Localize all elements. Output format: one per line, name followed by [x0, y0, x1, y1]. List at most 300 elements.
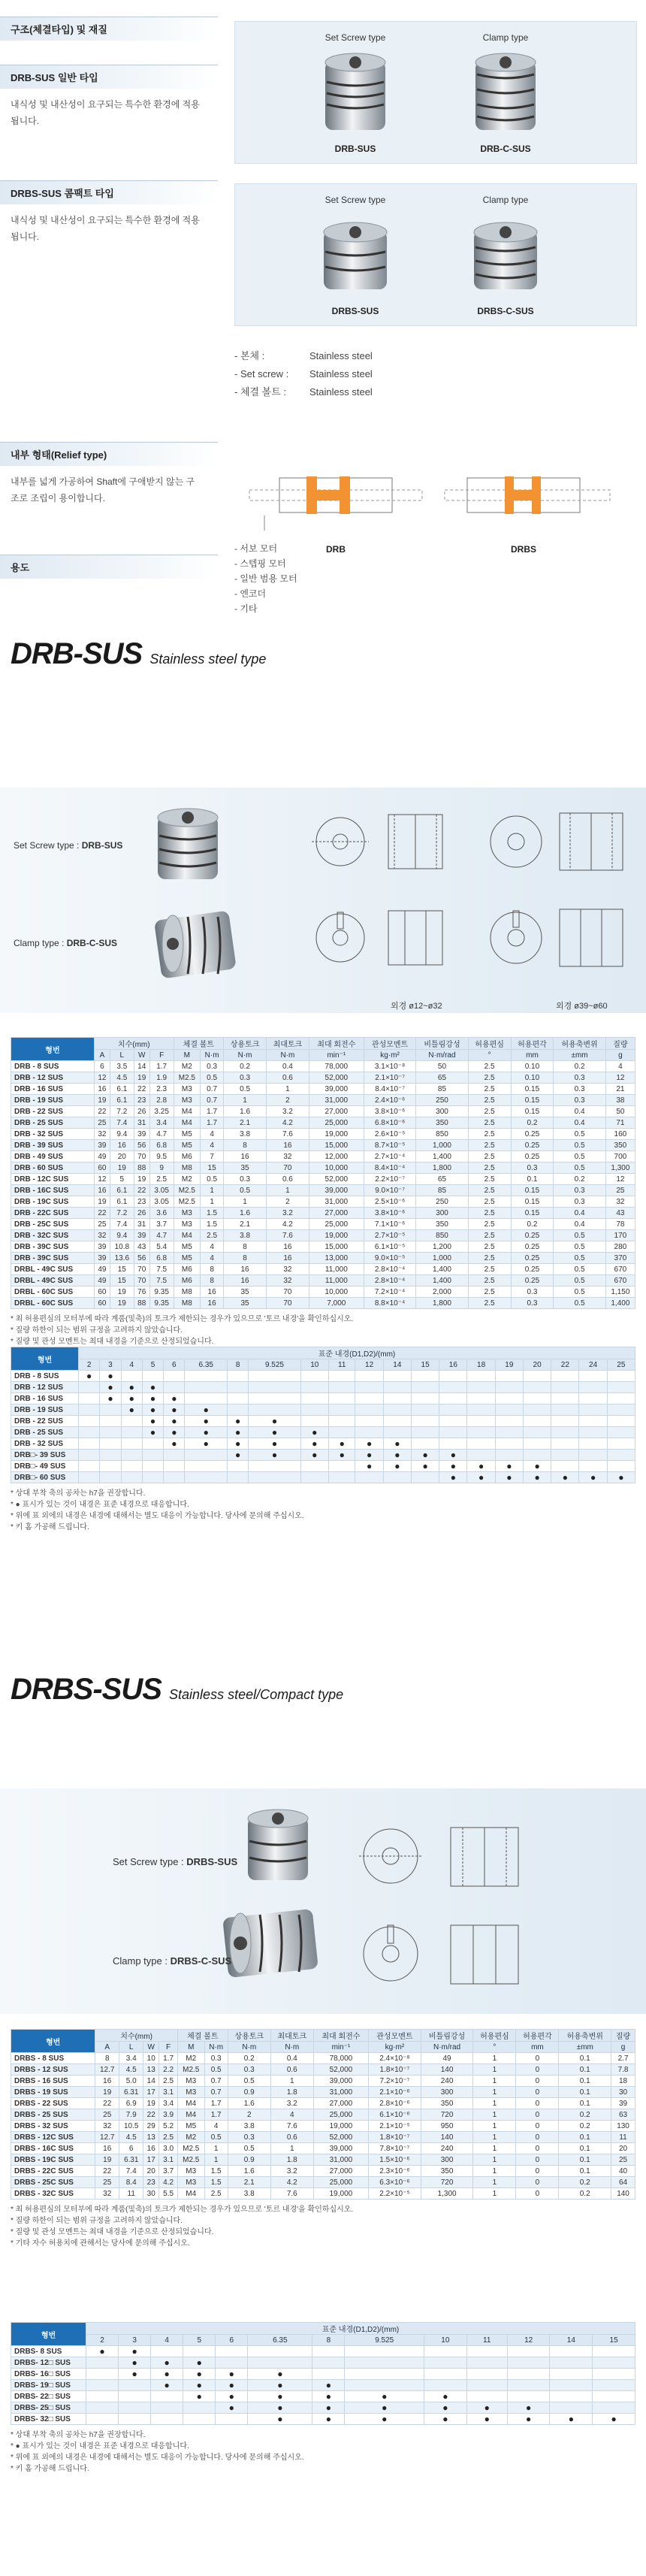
- spec-cell: 7.2×10⁻⁷: [369, 2076, 421, 2087]
- drbs-bore-table: [11, 2322, 635, 2425]
- bore-empty: [579, 1371, 607, 1382]
- bore-dot: ●: [185, 1404, 228, 1416]
- spec-cell: 22: [95, 2098, 119, 2109]
- structure-title: 구조(체결타입) 및 재질: [11, 24, 107, 35]
- col-max: 최대토크: [270, 2030, 313, 2042]
- model-cell: DRBS - 25 SUS: [11, 2109, 95, 2121]
- bore-empty: [607, 1404, 635, 1416]
- spec-cell: 4.2: [159, 2177, 178, 2188]
- bore-empty: [579, 1404, 607, 1416]
- bore-dot: ●: [185, 1416, 228, 1427]
- spec-cell: 12: [94, 1174, 110, 1185]
- model-cell: DRB - 39C SUS: [11, 1253, 95, 1264]
- spec-cell: M5: [177, 2121, 204, 2132]
- bore-col-header: 12: [507, 2335, 550, 2346]
- table-row: [11, 2177, 635, 2188]
- spec-cell: 1,000: [416, 1253, 468, 1264]
- spec-cell: 1: [473, 2087, 516, 2098]
- bore-dot: ●: [424, 2402, 467, 2414]
- bore-dot: ●: [495, 1472, 523, 1483]
- bore-empty: [151, 2414, 183, 2425]
- spec-cell: 0: [516, 2188, 559, 2200]
- spec-cell: 7.4: [110, 1117, 134, 1129]
- spec-cell: 0: [516, 2076, 559, 2087]
- bore-col-header: 11: [466, 2335, 507, 2346]
- spec-cell: 0: [516, 2064, 559, 2076]
- bore-col-header: 6.35: [185, 1359, 228, 1371]
- note-line: * 키 홈 가공해 드립니다.: [11, 1523, 89, 1531]
- bore-empty: [424, 2357, 467, 2369]
- spec-cell: 1: [204, 2154, 228, 2166]
- spec-cell: 160: [605, 1129, 635, 1140]
- spec-cell: 0.5: [204, 2132, 228, 2143]
- spec-cell: 10,000: [309, 1286, 364, 1298]
- spec-cell: 2.4×10⁻⁶: [364, 1095, 415, 1106]
- spec-cell: 27,000: [309, 1106, 364, 1117]
- bore-empty: [328, 1382, 355, 1393]
- bore-dot: ●: [439, 1461, 467, 1472]
- spec-cell: 27,000: [313, 2166, 368, 2177]
- bore-empty: [121, 1461, 142, 1472]
- spec-cell: 16: [266, 1140, 309, 1151]
- spec-cell: 0.2: [559, 2177, 611, 2188]
- spec-cell: 2.3×10⁻⁶: [369, 2166, 421, 2177]
- bore-col-header: 20: [523, 1359, 551, 1371]
- spec-cell: 3.25: [149, 1106, 174, 1117]
- spec-cell: 31,000: [313, 2087, 368, 2098]
- spec-cell: 7,000: [309, 1298, 364, 1309]
- bore-dot: ●: [466, 2402, 507, 2414]
- spec-cell: 25: [611, 2154, 635, 2166]
- spec-cell: 850: [416, 1230, 468, 1241]
- bore-dot: ●: [439, 1472, 467, 1483]
- spec-cell: 16: [95, 2076, 119, 2087]
- spec-cell: 2.1: [224, 1219, 267, 1230]
- spec-cell: 2.5: [468, 1151, 511, 1163]
- material-row-bolt: - 체결 볼트 : Stainless steel: [234, 386, 373, 398]
- spec-cell: 20: [110, 1151, 134, 1163]
- drb-section-title: [11, 637, 266, 671]
- table-row: [11, 1393, 635, 1404]
- spec-cell: 0.25: [511, 1230, 554, 1241]
- bore-empty: [328, 1416, 355, 1427]
- spec-cell: 350: [421, 2166, 473, 2177]
- spec-cell: 3.0: [159, 2143, 178, 2154]
- table-row: [11, 2166, 635, 2177]
- spec-cell: 0.25: [511, 1253, 554, 1264]
- bore-empty: [248, 2346, 312, 2357]
- spec-cell: 7.9: [119, 2109, 143, 2121]
- spec-cell: 8: [201, 1264, 224, 1275]
- bore-empty: [185, 1450, 228, 1461]
- model-cell: DRB - 32 SUS: [11, 1129, 95, 1140]
- bore-title: 표준 내경(D1,D2)/(mm): [86, 2323, 635, 2335]
- spec-cell: 0.5: [554, 1129, 605, 1140]
- note-line: * 위에 표 외에의 내경은 내경에 대해서는 별도 대응이 가능합니다. 당사에 문의해 주십시오.: [11, 2454, 304, 2462]
- bore-empty: [142, 1472, 163, 1483]
- bore-col-header: 9.525: [345, 2335, 424, 2346]
- bore-empty: [439, 1438, 467, 1450]
- table-row: [11, 1286, 635, 1298]
- spec-cell: M2.5: [174, 1072, 200, 1084]
- table-row: [11, 2414, 635, 2425]
- spec-cell: 6.31: [119, 2087, 143, 2098]
- bore-dot: ●: [86, 2346, 119, 2357]
- spec-cell: 9.35: [149, 1298, 174, 1309]
- bore-dot: ●: [495, 1461, 523, 1472]
- spec-cell: 1: [473, 2188, 516, 2200]
- bore-empty: [345, 2380, 424, 2391]
- bore-empty: [495, 1404, 523, 1416]
- spec-cell: 0.1: [559, 2087, 611, 2098]
- bore-empty: [355, 1472, 383, 1483]
- bore-col-header: 19: [495, 1359, 523, 1371]
- bore-empty: [439, 1416, 467, 1427]
- spec-cell: 38: [605, 1095, 635, 1106]
- bore-empty: [300, 1382, 328, 1393]
- spec-cell: 2.5: [468, 1185, 511, 1196]
- bore-empty: [593, 2369, 635, 2380]
- relief-drb-name: DRB: [326, 544, 346, 555]
- spec-cell: 1.8: [270, 2154, 313, 2166]
- bore-empty: [119, 2414, 151, 2425]
- spec-cell: 2.5: [468, 1275, 511, 1286]
- table-row: [11, 2076, 635, 2087]
- bore-empty: [142, 1450, 163, 1461]
- spec-cell: 19: [110, 1286, 134, 1298]
- bore-empty: [151, 2346, 183, 2357]
- bore-col-header: 5: [183, 2335, 216, 2346]
- spec-cell: 2.1: [224, 1117, 267, 1129]
- bore-dot: ●: [151, 2369, 183, 2380]
- table-row: [11, 2154, 635, 2166]
- spec-cell: M6: [174, 1264, 200, 1275]
- spec-cell: 7.5: [149, 1275, 174, 1286]
- bore-empty: [249, 1382, 300, 1393]
- spec-cell: 3.9: [159, 2109, 178, 2121]
- bore-empty: [100, 1416, 121, 1427]
- spec-cell: 1,000: [416, 1140, 468, 1151]
- spec-cell: M3: [174, 1095, 200, 1106]
- bore-empty: [467, 1416, 495, 1427]
- bore-dot: ●: [383, 1450, 411, 1461]
- spec-cell: 2.2×10⁻⁷: [364, 1174, 415, 1185]
- bore-empty: [300, 1416, 328, 1427]
- bore-dot: ●: [164, 1393, 185, 1404]
- table-row: [11, 2402, 635, 2414]
- spec-cell: 7.2: [110, 1208, 134, 1219]
- spec-cell: 1: [224, 1196, 267, 1208]
- spec-cell: 2.5: [468, 1140, 511, 1151]
- spec-cell: M3: [174, 1084, 200, 1095]
- spec-cell: 950: [421, 2121, 473, 2132]
- spec-cell: 39: [611, 2098, 635, 2109]
- table-row: [11, 1072, 635, 1084]
- spec-cell: 7.6: [270, 2121, 313, 2132]
- bore-empty: [249, 1472, 300, 1483]
- table-row: [11, 2087, 635, 2098]
- spec-cell: M6: [174, 1151, 200, 1163]
- spec-cell: 35: [224, 1298, 267, 1309]
- spec-cell: 25,000: [309, 1219, 364, 1230]
- spec-cell: 19: [134, 1072, 149, 1084]
- table-row: [11, 1253, 635, 1264]
- spec-cell: 250: [416, 1196, 468, 1208]
- bore-empty: [507, 2380, 550, 2391]
- spec-cell: 4: [201, 1140, 224, 1151]
- bore-empty: [142, 1371, 163, 1382]
- bore-empty: [411, 1382, 439, 1393]
- spec-cell: 19,000: [309, 1230, 364, 1241]
- bore-empty: [228, 1382, 249, 1393]
- table-row: [11, 1404, 635, 1416]
- model-cell: DRB - 22 SUS: [11, 1416, 79, 1427]
- spec-cell: 2.5: [468, 1072, 511, 1084]
- bore-empty: [523, 1427, 551, 1438]
- bore-empty: [439, 1393, 467, 1404]
- spec-cell: M8: [174, 1286, 200, 1298]
- spec-cell: M2: [177, 2132, 204, 2143]
- bore-empty: [439, 1382, 467, 1393]
- table-row: [11, 2369, 635, 2380]
- spec-cell: 13,000: [309, 1253, 364, 1264]
- spec-cell: 4: [605, 1061, 635, 1072]
- bore-dot: ●: [467, 1461, 495, 1472]
- bore-empty: [100, 1472, 121, 1483]
- bore-empty: [550, 2357, 593, 2369]
- table-row: [11, 2053, 635, 2064]
- spec-cell: 39: [94, 1253, 110, 1264]
- drb-title-main: DRB-SUS: [11, 637, 143, 670]
- drb-dimension-drawing: [304, 803, 642, 998]
- bore-empty: [119, 2380, 151, 2391]
- spec-cell: M4: [174, 1106, 200, 1117]
- spec-cell: 3.2: [270, 2098, 313, 2109]
- spec-cell: 0: [516, 2121, 559, 2132]
- spec-cell: 16: [201, 1298, 224, 1309]
- spec-cell: 50: [605, 1106, 635, 1117]
- spec-cell: 25,000: [309, 1117, 364, 1129]
- spec-cell: 0.1: [559, 2064, 611, 2076]
- model-cell: DRB - 16 SUS: [11, 1393, 79, 1404]
- bore-empty: [466, 2380, 507, 2391]
- spec-cell: 21: [605, 1084, 635, 1095]
- bore-col-header: 4: [151, 2335, 183, 2346]
- bore-empty: [100, 1450, 121, 1461]
- spec-cell: 1,200: [416, 1241, 468, 1253]
- spec-cell: 2.5: [468, 1129, 511, 1140]
- spec-cell: 1.6: [224, 1106, 267, 1117]
- spec-cell: 1,400: [416, 1275, 468, 1286]
- bore-col-header: 6: [216, 2335, 248, 2346]
- bore-col-header: 9.525: [249, 1359, 300, 1371]
- spec-cell: 32: [266, 1151, 309, 1163]
- spec-cell: 7.1×10⁻⁶: [364, 1219, 415, 1230]
- spec-cell: 2.5: [201, 1230, 224, 1241]
- model-cell: DRB□- 49 SUS: [11, 1461, 79, 1472]
- spec-cell: M8: [174, 1298, 200, 1309]
- model-cell: DRB - 19 SUS: [11, 1404, 79, 1416]
- spec-cell: 0.1: [511, 1174, 554, 1185]
- spec-cell: 19: [94, 1095, 110, 1106]
- spec-cell: 1.8×10⁻⁷: [369, 2132, 421, 2143]
- spec-cell: M3: [177, 2166, 204, 2177]
- spec-cell: 0.4: [554, 1117, 605, 1129]
- bore-dot: ●: [100, 1371, 121, 1382]
- spec-cell: 11,000: [309, 1264, 364, 1275]
- spec-cell: 11: [119, 2188, 143, 2200]
- spec-cell: 39: [134, 1129, 149, 1140]
- drbs-sus-name: DRBS-SUS: [331, 306, 379, 316]
- table-row: [11, 1196, 635, 1208]
- table-row: [11, 2357, 635, 2369]
- spec-cell: 0.25: [511, 1241, 554, 1253]
- note-line: * ● 표시가 있는 것이 내경은 표준 내경으로 대응합니다.: [11, 2442, 189, 2451]
- bore-empty: [355, 1393, 383, 1404]
- bore-col-header: 24: [579, 1359, 607, 1371]
- spec-cell: 12: [605, 1174, 635, 1185]
- bore-empty: [300, 1472, 328, 1483]
- col-model: 형번: [11, 2030, 95, 2053]
- bore-dot: ●: [142, 1404, 163, 1416]
- bore-dot: ●: [79, 1371, 100, 1382]
- spec-cell: 0.15: [511, 1196, 554, 1208]
- bore-empty: [523, 1382, 551, 1393]
- note-line: * 상대 부착 축의 공차는 h7을 권장합니다.: [11, 1489, 146, 1498]
- spec-cell: 3.8: [228, 2188, 270, 2200]
- note-line: * 질량 및 관성 모멘트는 최대 내경을 기준으로 산정되었습니다.: [11, 1338, 214, 1346]
- bore-empty: [523, 1371, 551, 1382]
- table-row: [11, 1151, 635, 1163]
- spec-cell: 2.1×10⁻⁷: [364, 1072, 415, 1084]
- drbs-dimension-drawing: [353, 1811, 638, 1999]
- col-stiff: 비틀림강성: [421, 2030, 473, 2042]
- bore-empty: [523, 1450, 551, 1461]
- drb-sus-name: DRB-SUS: [334, 144, 376, 154]
- spec-cell: 6: [94, 1061, 110, 1072]
- spec-cell: 16: [143, 2143, 159, 2154]
- spec-cell: 6.1: [110, 1196, 134, 1208]
- model-cell: DRB - 12 SUS: [11, 1072, 95, 1084]
- bore-dot: ●: [355, 1450, 383, 1461]
- drbs-title-sub: Stainless steel/Compact type: [169, 1687, 344, 1702]
- spec-cell: M4: [177, 2098, 204, 2109]
- spec-cell: 280: [605, 1241, 635, 1253]
- spec-cell: 70: [134, 1151, 149, 1163]
- spec-cell: 76: [134, 1286, 149, 1298]
- bore-empty: [86, 2369, 119, 2380]
- bore-dot: ●: [411, 1450, 439, 1461]
- spec-cell: M5: [174, 1140, 200, 1151]
- spec-cell: 0.6: [270, 2064, 313, 2076]
- bore-empty: [151, 2391, 183, 2402]
- spec-cell: 39,000: [313, 2143, 368, 2154]
- bore-dot: ●: [248, 2369, 312, 2380]
- spec-cell: 13.6: [110, 1253, 134, 1264]
- bore-empty: [328, 1371, 355, 1382]
- spec-cell: 22: [143, 2109, 159, 2121]
- spec-cell: 12,000: [309, 1151, 364, 1163]
- spec-cell: M3: [174, 1208, 200, 1219]
- spec-cell: 0.5: [554, 1241, 605, 1253]
- bore-empty: [551, 1382, 579, 1393]
- spec-cell: 1.8×10⁻⁷: [369, 2064, 421, 2076]
- model-cell: DRBS - 25C SUS: [11, 2177, 95, 2188]
- bore-col-header: 6.35: [248, 2335, 312, 2346]
- bore-empty: [79, 1461, 100, 1472]
- spec-cell: 140: [611, 2188, 635, 2200]
- spec-cell: 7.4: [119, 2166, 143, 2177]
- spec-cell: M5: [174, 1129, 200, 1140]
- bore-empty: [345, 2369, 424, 2380]
- spec-cell: 49: [94, 1264, 110, 1275]
- model-cell: DRBS - 12C SUS: [11, 2132, 95, 2143]
- bore-col-header: 2: [86, 2335, 119, 2346]
- bore-dot: ●: [550, 2414, 593, 2425]
- spec-cell: 16: [95, 2143, 119, 2154]
- bore-dot: ●: [151, 2357, 183, 2369]
- spec-cell: 10: [143, 2053, 159, 2064]
- drbs-compact-title: DRBS-SUS 콤팩트 타입: [11, 188, 114, 199]
- spec-cell: 71: [605, 1117, 635, 1129]
- spec-cell: 0.25: [511, 1129, 554, 1140]
- spec-cell: 43: [134, 1241, 149, 1253]
- drbs-bore-table-wrap: [11, 2322, 635, 2475]
- spec-cell: 1.7: [201, 1106, 224, 1117]
- spec-cell: 2.5: [468, 1208, 511, 1219]
- material-list: [234, 347, 535, 401]
- bore-empty: [216, 2414, 248, 2425]
- bore-dot: ●: [507, 2414, 550, 2425]
- bore-dot: ●: [248, 2391, 312, 2402]
- drbs-spec-notes: [11, 2204, 635, 2249]
- bore-empty: [79, 1472, 100, 1483]
- bore-empty: [142, 1461, 163, 1472]
- drb-spec-table: [11, 1037, 635, 1309]
- bore-dot: ●: [100, 1382, 121, 1393]
- spec-cell: 29: [143, 2121, 159, 2132]
- spec-cell: 9.5: [149, 1151, 174, 1163]
- bore-empty: [551, 1393, 579, 1404]
- spec-cell: 0.2: [224, 1061, 267, 1072]
- bore-empty: [383, 1393, 411, 1404]
- spec-cell: 3.7: [159, 2166, 178, 2177]
- unit-header: W: [143, 2042, 159, 2053]
- spec-cell: 19: [143, 2098, 159, 2109]
- spec-cell: 12.7: [95, 2132, 119, 2143]
- spec-cell: 23: [134, 1196, 149, 1208]
- spec-cell: 3.2: [266, 1208, 309, 1219]
- bore-dot: ●: [345, 2414, 424, 2425]
- spec-cell: 19,000: [313, 2188, 368, 2200]
- spec-cell: 70: [134, 1275, 149, 1286]
- table-row: [11, 1163, 635, 1174]
- bore-empty: [300, 1461, 328, 1472]
- bore-empty: [164, 1461, 185, 1472]
- drbs-c-sus-name: DRBS-C-SUS: [477, 306, 534, 316]
- bore-empty: [185, 1393, 228, 1404]
- spec-cell: M4: [177, 2188, 204, 2200]
- drbs-spec-table-wrap: [11, 2029, 635, 2249]
- usage-item: - 엔코더: [234, 588, 267, 599]
- spec-cell: 3.2: [266, 1106, 309, 1117]
- relief-title: 내부 형태(Relief type): [11, 449, 107, 461]
- drb-range-left: 외경 ø12~ø32: [391, 1002, 442, 1011]
- spec-cell: 6.1×10⁻⁵: [364, 1241, 415, 1253]
- bore-empty: [607, 1371, 635, 1382]
- bore-empty: [328, 1427, 355, 1438]
- usage-item: - 일반 범용 모터: [234, 573, 297, 584]
